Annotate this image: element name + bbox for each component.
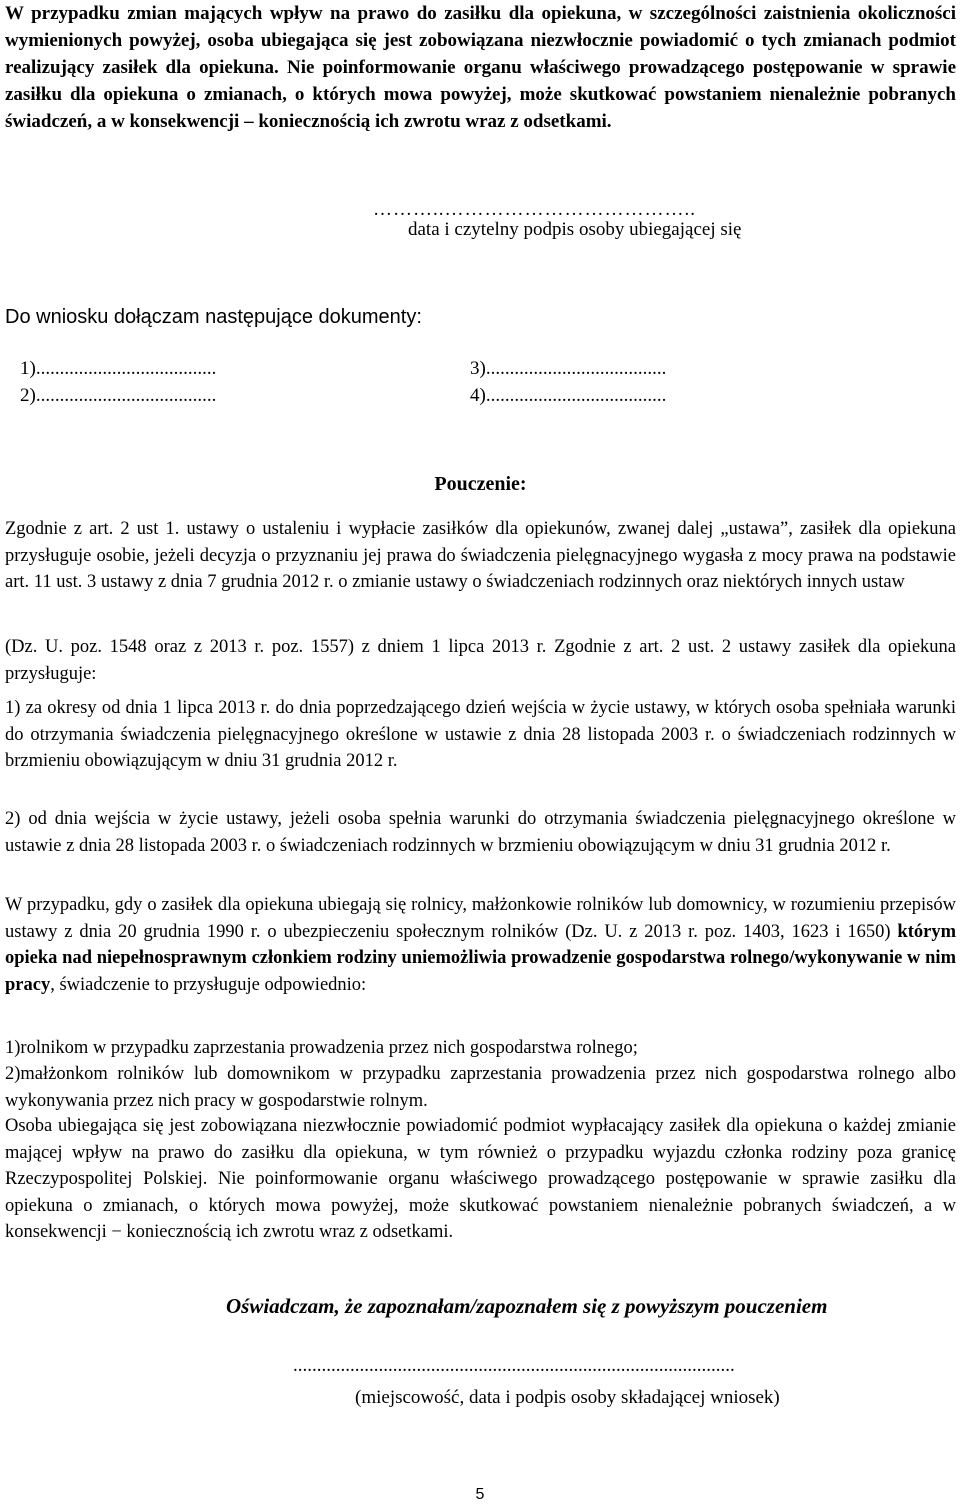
page-number: 5 xyxy=(475,1486,485,1503)
document-item-2[interactable]: 2)...................................... xyxy=(20,385,217,406)
intro-paragraph xyxy=(5,0,956,135)
declaration: Oświadczam, że zapoznałam/zapoznałem się z powyższym pouczeniem xyxy=(226,1294,828,1318)
instruction-paragraph-8: Osoba ubiegająca się jest zobowiązana niezwłocznie powiadomić podmiot wypłacający zasiłek dla opiekuna o każdej zmianie mającej wpływ na prawo do zasiłku dla opiekuna, w tym również o przypadku wyjazdu członka rodziny poza granicę Rzeczypospolitej Polskiej. Nie poinformowanie organu właściwego prowadzącego postępowanie w sprawie zasiłku dla opiekuna o zmianach, o których mowa powyżej, może skutkować powstaniem nienależnie pobranych świadczeń, a w konsekwencji − koniecznością ich zwrotu wraz z odsetkami. xyxy=(5,1116,956,1242)
instruction-paragraph-5 xyxy=(5,892,956,998)
instruction-paragraph-4: 2) od dnia wejścia w życie ustawy, jeżeli osoba spełnia warunki do otrzymania świadczenia pielęgnacyjnego określone w ustawie z dnia 28 listopada 2003 r. o świadczeniach rodzinnych w brzmieniu obowiązującym w dniu 31 grudnia 2012 r. xyxy=(5,809,956,856)
documents-title: Do wniosku dołączam następujące dokumenty: xyxy=(5,306,422,328)
instruction-paragraph-1: Zgodnie z art. 2 ust 1. ustawy o ustaleniu i wypłacie zasiłków dla opiekunów, zwanej dalej „ustawa”, zasiłek dla opiekuna przysługuje osobie, jeżeli decyzja o przyznaniu jej prawa do świadczenia pielęgnacyjnego wygasła z mocy prawa na podstawie art. 11 ust. 3 ustawy z dnia 7 grudnia 2012 r. o zmianie ustawy o świadczeniach rodzinnych oraz niektórych innych ustaw xyxy=(5,519,956,592)
instruction-paragraph-6: 1)rolnikom w przypadku zaprzestania prowadzenia przez nich gospodarstwa rolnego; xyxy=(5,1038,638,1058)
p5-text-a: W przypadku, gdy o zasiłek dla opiekuna ubiegają się rolnicy, małżonkowie rolników lub domownicy, w rozumieniu przepisów ustawy z dnia 20 grudnia 1990 r. o ubezpieczeniu społecznym rolników (Dz. U. z 2013 r. poz. 1403, 1623 i 1650) xyxy=(5,895,956,942)
signature-caption-2: (miejscowość, data i podpis osoby składającej wniosek) xyxy=(355,1387,780,1408)
instruction-paragraph-7: 2)małżonkom rolników lub domownikom w przypadku zaprzestania prowadzenia przez nich gospodarstwa rolnego albo wykonywania przez nich pracy w gospodarstwie rolnym. xyxy=(5,1064,956,1111)
document-item-4[interactable]: 4)...................................... xyxy=(470,385,667,406)
instruction-heading: Pouczenie: xyxy=(434,473,527,495)
intro-rest-text: Nie poinformowanie organu właściwego prowadzącego postępowanie w sprawie zasiłku dla opiekuna o zmianach, o których mowa powyżej, może skutkować powstaniem nienależnie pobranych świadczeń, a w konsekwencji – koniecznością ich zwrotu wraz z odsetkami. xyxy=(5,57,956,132)
intro-bold-text: W przypadku zmian mających wpływ na prawo do zasiłku dla opiekuna, w szczególności zaistnienia okoliczności wymienionych powyżej, osoba ubiegająca się jest zobowiązana niezwłocznie powiadomić o tych zmianach podmiot realizujący zasiłek dla opiekuna. xyxy=(5,3,956,78)
signature-caption: data i czytelny podpis osoby ubiegającej się xyxy=(408,219,742,240)
instruction-paragraph-3: 1) za okresy od dnia 1 lipca 2013 r. do dnia poprzedzającego dzień wejścia w życie ustawy, w których osoba spełniała warunki do otrzymania świadczenia pielęgnacyjnego określone w ustawie z dnia 28 listopada 2003 r. o świadczeniach rodzinnych w brzmieniu obowiązującym w dniu 31 grudnia 2012 r. xyxy=(5,698,956,771)
document-item-1[interactable]: 1)...................................... xyxy=(20,358,217,379)
instruction-paragraph-2: (Dz. U. poz. 1548 oraz z 2013 r. poz. 1557) z dniem 1 lipca 2013 r. Zgodnie z art. 2 ust. 2 ustawy zasiłek dla opiekuna przysługuje: xyxy=(5,637,956,684)
p5-bold-text: którym opieka nad niepełnosprawnym członkiem rodziny uniemożliwia prowadzenie gospodarstwa rolnego/wykonywanie w nim pracy xyxy=(5,921,956,995)
signature-line: ………..……………………………….. xyxy=(373,199,696,220)
document-item-3[interactable]: 3)...................................... xyxy=(470,358,667,379)
signature-line-2[interactable]: ............................................................................................. xyxy=(293,1355,735,1376)
p5-text-b: , świadczenie to przysługuje odpowiednio: xyxy=(50,974,367,995)
